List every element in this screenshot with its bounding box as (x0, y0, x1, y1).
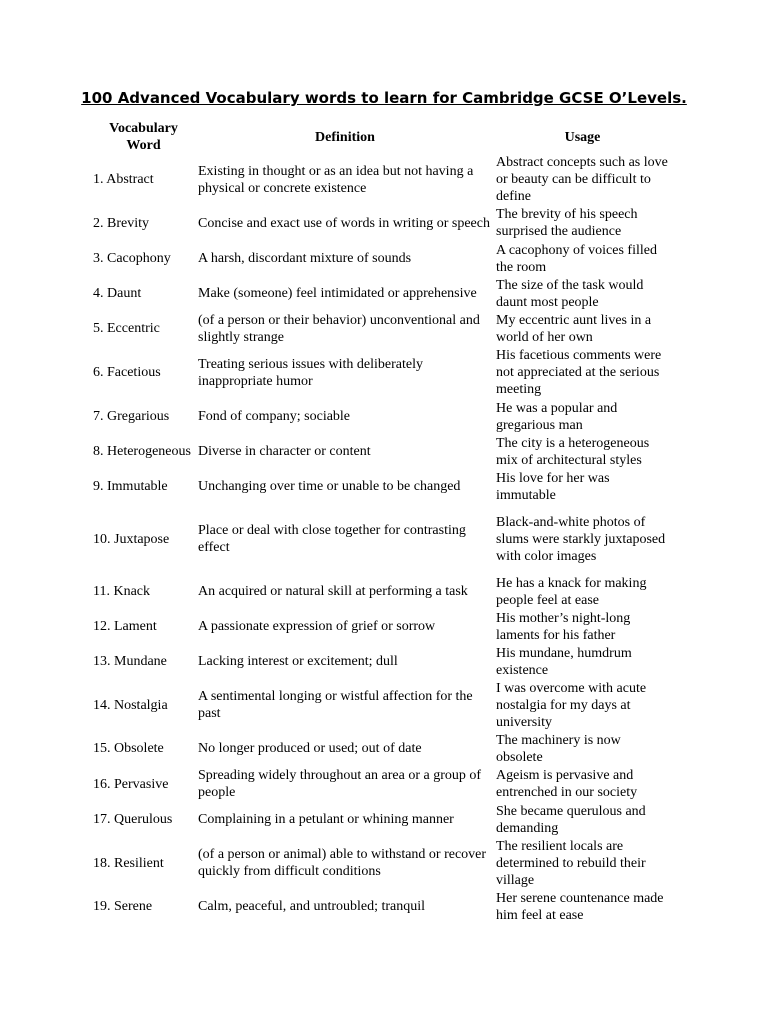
table-row (91, 311, 671, 346)
vocab-usage: His mundane, humdrum existence (496, 645, 632, 678)
vocab-usage: Black-and-white photos of slums were starkly juxtaposed with color images (496, 514, 666, 564)
vocab-definition: Existing in thought or as an idea but not having a physical or concrete existence (198, 163, 474, 196)
vocab-usage: The resilient locals are determined to rebuild their village (496, 838, 646, 888)
vocab-definition: No longer produced or used; out of date (198, 741, 422, 756)
vocab-definition: (of a person or their behavior) unconventional and slightly strange (198, 312, 480, 345)
page-title: 100 Advanced Vocabulary words to learn for Cambridge GCSE O’Levels. (81, 89, 687, 107)
table-row (91, 399, 671, 434)
table-header-row (91, 120, 671, 154)
vocab-word: 15. Obsolete (93, 741, 164, 756)
table-row (91, 346, 671, 399)
vocab-definition: Treating serious issues with deliberately inappropriate humor (198, 356, 424, 389)
vocab-word: 11. Knack (93, 584, 151, 599)
vocab-definition: Spreading widely throughout an area or a group of people (198, 768, 482, 800)
header-vocabulary-word: Vocabulary Word (109, 121, 178, 153)
vocab-usage: His love for her was immutable (496, 470, 610, 503)
table-row (91, 574, 671, 609)
table-row (91, 837, 671, 889)
header-definition: Definition (315, 129, 375, 145)
vocab-word: 5. Eccentric (93, 321, 160, 336)
vocab-definition: Concise and exact use of words in writing or speech (198, 215, 490, 231)
vocab-definition: Place or deal with close together for contrasting effect (198, 523, 466, 555)
vocab-definition: A harsh, discordant mixture of sounds (198, 251, 412, 266)
vocab-usage: The city is a heterogeneous mix of architectural styles (496, 435, 650, 468)
vocab-word: 18. Resilient (93, 855, 164, 871)
vocab-usage: His mother’s night-long laments for his father (496, 610, 631, 643)
vocab-usage: The size of the task would daunt most people (496, 277, 644, 310)
vocab-usage: A cacophony of voices filled the room (496, 242, 657, 275)
vocab-word: 1. Abstract (93, 172, 154, 187)
vocab-usage: My eccentric aunt lives in a world of her own (496, 312, 652, 345)
table-row (91, 679, 671, 731)
vocab-usage: I was overcome with acute nostalgia for my days at university (496, 680, 647, 730)
vocab-usage: Ageism is pervasive and entrenched in our society (496, 768, 638, 800)
vocab-usage: She became querulous and demanding (496, 803, 646, 836)
table-row (91, 802, 671, 837)
vocab-word: 9. Immutable (93, 479, 168, 494)
vocab-usage: The brevity of his speech surprised the audience (496, 207, 638, 239)
table-row (91, 731, 671, 766)
vocab-usage: He has a knack for making people feel at ease (496, 575, 647, 608)
vocab-definition: Fond of company; sociable (198, 409, 351, 424)
vocab-definition: Complaining in a petulant or whining manner (198, 812, 454, 827)
vocab-definition: Diverse in character or content (198, 444, 371, 459)
vocab-word: 17. Querulous (93, 812, 173, 827)
vocab-definition: Calm, peaceful, and untroubled; tranquil (198, 899, 426, 914)
vocab-word: 12. Lament (93, 619, 157, 634)
table-row (91, 154, 671, 205)
header-usage: Usage (564, 129, 601, 145)
vocab-word: 8. Heterogeneous (93, 444, 191, 459)
table-row (91, 276, 671, 311)
table-row (91, 469, 671, 504)
vocab-word: 2. Brevity (93, 215, 149, 231)
vocab-word: 14. Nostalgia (93, 697, 168, 713)
vocab-word: 19. Serene (93, 899, 153, 914)
vocab-definition: A sentimental longing or wistful affection for the past (198, 689, 473, 721)
table-row (91, 241, 671, 276)
vocab-usage: The machinery is now obsolete (496, 732, 621, 765)
table-row (91, 766, 671, 802)
vocab-word: 10. Juxtapose (93, 531, 170, 547)
vocab-word: 16. Pervasive (93, 776, 169, 792)
vocab-definition: Unchanging over time or unable to be changed (198, 479, 461, 494)
vocab-word: 7. Gregarious (93, 409, 170, 424)
vocab-word: 3. Cacophony (93, 251, 171, 266)
vocab-usage: Her serene countenance made him feel at ease (496, 890, 664, 923)
vocab-word: 13. Mundane (93, 654, 167, 669)
vocab-word: 4. Daunt (93, 286, 142, 301)
vocab-definition: (of a person or animal) able to withstand or recover quickly from difficult conditions (198, 847, 487, 879)
vocab-definition: An acquired or natural skill at performing a task (198, 584, 468, 599)
vocab-usage: Abstract concepts such as love or beauty can be difficult to define (496, 155, 668, 204)
table-row (91, 609, 671, 644)
table-row (91, 644, 671, 679)
table-row (91, 205, 671, 241)
table-row (91, 434, 671, 469)
table-row (91, 504, 671, 574)
table-row (91, 889, 671, 924)
vocab-definition: A passionate expression of grief or sorrow (198, 619, 436, 634)
vocab-usage: He was a popular and gregarious man (496, 400, 618, 433)
vocab-definition: Make (someone) feel intimidated or apprehensive (198, 286, 477, 301)
vocab-word: 6. Facetious (93, 365, 161, 380)
vocabulary-table (91, 120, 671, 924)
vocab-definition: Lacking interest or excitement; dull (198, 654, 398, 669)
vocab-usage: His facetious comments were not appreciated at the serious meeting (496, 348, 662, 397)
